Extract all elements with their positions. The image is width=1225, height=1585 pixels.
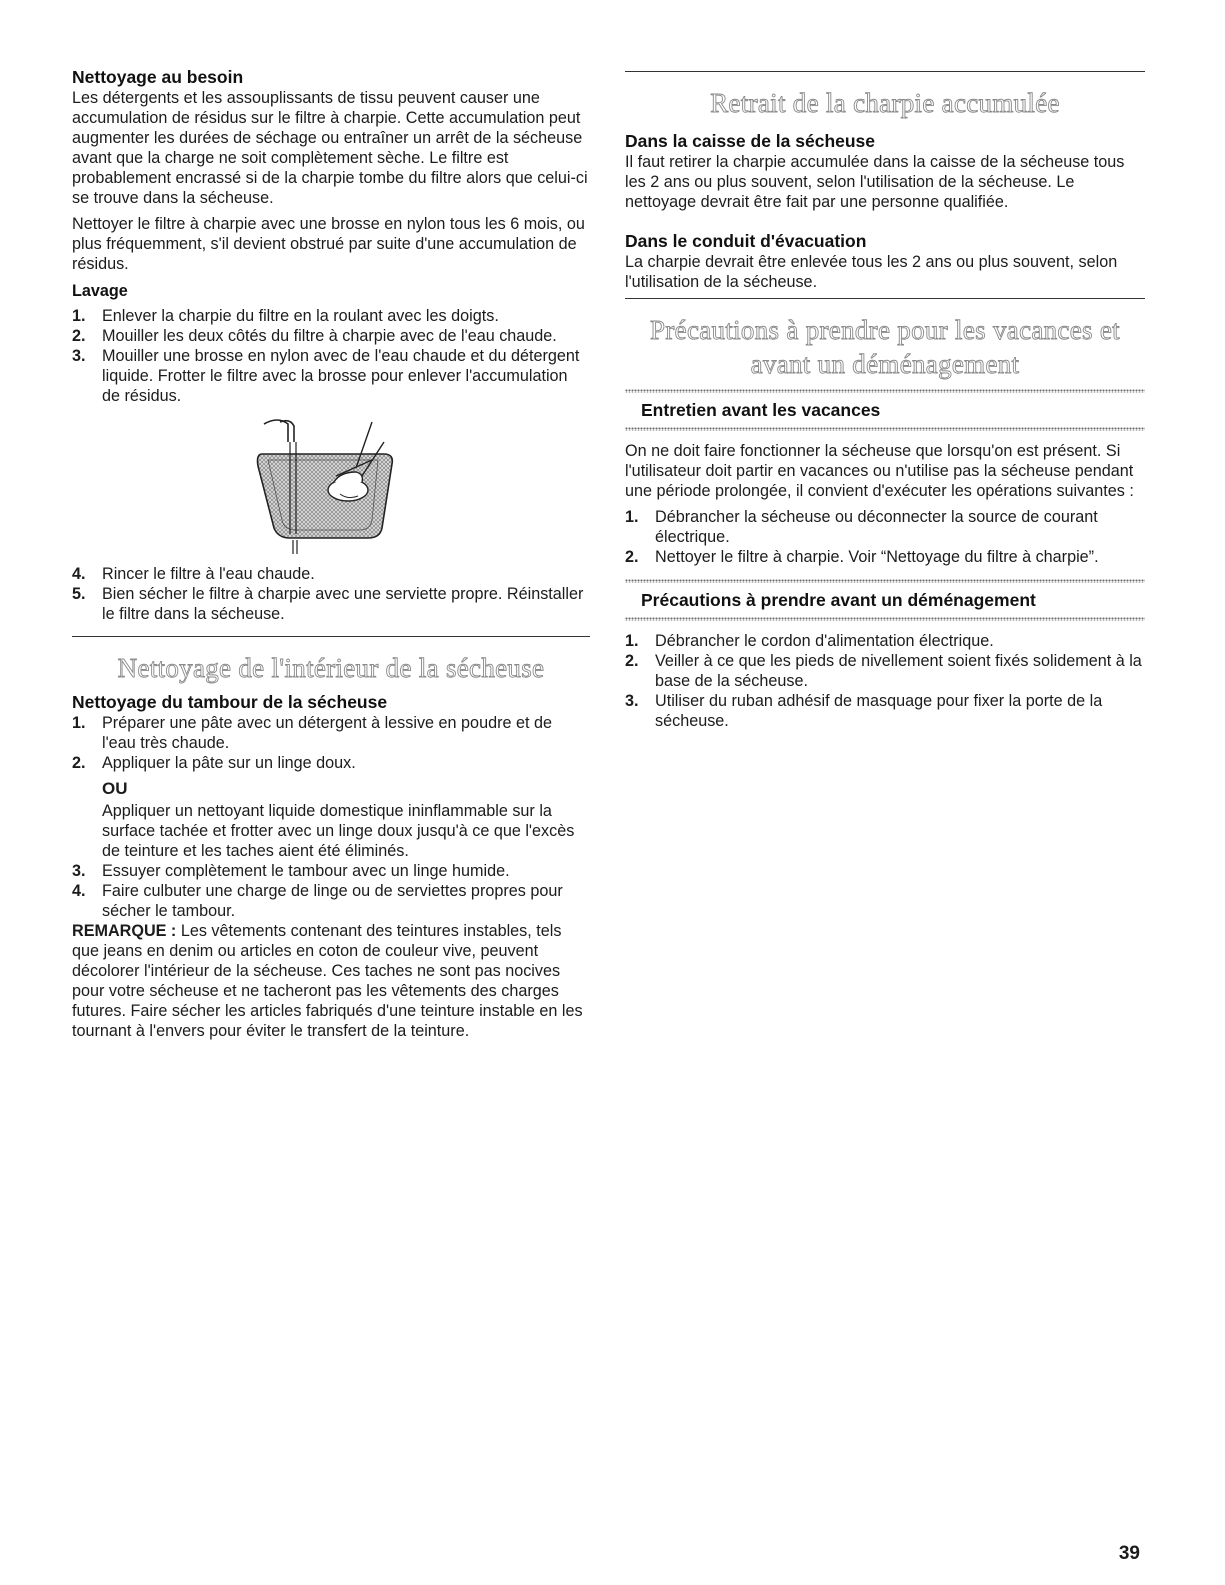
moving-steps-list: [625, 631, 1145, 731]
section-divider: [72, 636, 590, 637]
left-column: [72, 0, 590, 1047]
section-title-exhaust: Dans le conduit d'évacuation: [625, 231, 867, 251]
list-item: 2. Veiller à ce que les pieds de nivellement soient fixés solidement à la base de la sécheuse.: [625, 652, 1142, 690]
band-title-vacation: Précautions à prendre pour les vacances et avant un déménagement: [650, 315, 1120, 379]
dotted-divider: [625, 617, 1145, 621]
paragraph: Les détergents et les assouplissants de tissu peuvent causer une accumulation de résidus sur le filtre à charpie. Cette accumulation peut augmenter les durées de séchage ou entraîner un arrêt de la sécheuse avant que la charge ne soit complètement sèche. Le filtre est probablement encrassé si de la charpie tombe du filtre alors que celui-ci se trouve dans la sécheuse.: [72, 89, 588, 207]
or-label: OU: [102, 779, 128, 798]
dotted-divider: [625, 427, 1145, 431]
drum-steps-list: [72, 713, 590, 921]
paragraph: On ne doit faire fonctionner la sécheuse que lorsqu'on est présent. Si l'utilisateur doit partir en vacances ou n'utilise pas la sécheuse pendant une période prolongée, il convient d'exécuter les opérations suivantes :: [625, 442, 1134, 500]
band-title-interior: Nettoyage de l'intérieur de la sécheuse: [117, 653, 545, 683]
list-item: 3. Mouiller une brosse en nylon avec de l'eau chaude et du détergent liquide. Frotter le filtre avec la brosse pour enlever l'accumulation de résidus.: [72, 347, 580, 405]
list-item: 1. Préparer une pâte avec un détergent à lessive en poudre et de l'eau très chaude.: [72, 714, 552, 752]
section-divider: [625, 71, 1145, 72]
subsection-title-washing: Lavage: [72, 282, 128, 300]
list-item: 3. Essuyer complètement le tambour avec un linge humide.: [72, 862, 510, 880]
section-divider: [625, 298, 1145, 299]
section-title-drum: Nettoyage du tambour de la sécheuse: [72, 692, 388, 712]
washing-steps-list: [72, 306, 590, 406]
section-title-cabinet: Dans la caisse de la sécheuse: [625, 131, 876, 151]
list-item: 5. Bien sécher le filtre à charpie avec une serviette propre. Réinstaller le filtre dans la sécheuse.: [72, 585, 584, 623]
list-item: 3. Utiliser du ruban adhésif de masquage pour fixer la porte de la sécheuse.: [625, 692, 1103, 730]
list-item: 2. Nettoyer le filtre à charpie. Voir “Nettoyage du filtre à charpie”.: [625, 548, 1099, 566]
note-paragraph: REMARQUE : Les vêtements contenant des teintures instables, tels que jeans en denim ou articles en coton de couleur vive, peuvent décolorer l'intérieur de la sécheuse. Ces taches ne sont pas nocives pour votre sécheuse et ne tacheront pas les vêtements des charges futures. Faire sécher les articles fabriqués d'une teinture instable en les tournant à l'envers pour éviter le transfert de la teinture.: [72, 922, 583, 1040]
list-item: 1. Enlever la charpie du filtre en la roulant avec les doigts.: [72, 307, 499, 325]
subsection-header-vacation-care: [625, 393, 1145, 427]
right-column: [625, 0, 1145, 731]
band-title-lint-removal: Retrait de la charpie accumulée: [710, 88, 1060, 118]
paragraph: Nettoyer le filtre à charpie avec une brosse en nylon tous les 6 mois, ou plus fréquemment, s'il devient obstrué par suite d'une accumulation de résidus.: [72, 215, 585, 273]
section-title-clean-as-needed: Nettoyage au besoin: [72, 67, 244, 87]
list-item: 4. Faire culbuter une charge de linge ou de serviettes propres pour sécher le tambour.: [72, 882, 563, 920]
list-item: 4. Rincer le filtre à l'eau chaude.: [72, 565, 315, 583]
page-number: 39: [1118, 1543, 1140, 1564]
paragraph: La charpie devrait être enlevée tous les 2 ans ou plus souvent, selon l'utilisation de la sécheuse.: [625, 253, 1118, 291]
list-item: 1. Débrancher la sécheuse ou déconnecter la source de courant électrique.: [625, 508, 1098, 546]
list-item: 2. Mouiller les deux côtés du filtre à charpie avec de l'eau chaude.: [72, 327, 557, 345]
note-label: REMARQUE :: [72, 922, 177, 940]
lint-filter-washing-illustration: [244, 416, 404, 556]
washing-steps-list-continued: [72, 564, 590, 624]
subsection-title-vacation-care: Entretien avant les vacances: [641, 400, 881, 420]
subsection-title-moving: Précautions à prendre avant un déménagement: [641, 590, 1036, 610]
vacation-steps-list: [625, 507, 1145, 567]
subsection-header-moving: [625, 583, 1145, 617]
paragraph: Il faut retirer la charpie accumulée dans la caisse de la sécheuse tous les 2 ans ou plus souvent, selon l'utilisation de la sécheuse. Le nettoyage devrait être fait par une personne qualifiée.: [625, 153, 1125, 211]
list-item: 1. Débrancher le cordon d'alimentation électrique.: [625, 632, 994, 650]
list-item: 2. Appliquer la pâte sur un linge doux. OU Appliquer un nettoyant liquide domestique ininflammable sur la surface tachée et frotter avec un linge doux jusqu'à ce que l'excès de teinture et les taches aient été éliminés.: [72, 753, 590, 861]
